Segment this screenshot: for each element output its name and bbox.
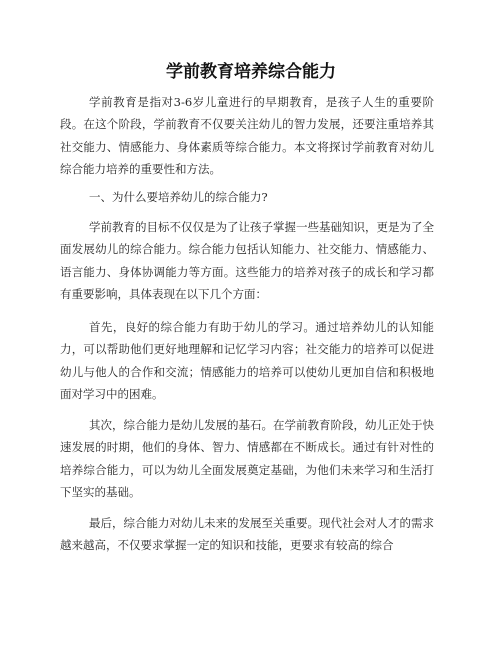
body-paragraph: 学前教育的目标不仅仅是为了让孩子掌握一些基础知识，更是为了全面发展幼儿的综合能力。综合能力包括认知能力、社交能力、情感能力、语言能力、身体协调能力等方面。这些能力的培养对孩子的成长和学习都有重要影响，具体表现在以下几个方面：	[60, 220, 434, 302]
section-heading: 一、为什么要培养幼儿的综合能力?	[89, 190, 268, 204]
intro-paragraph: 学前教育是指对3-6岁儿童进行的早期教育，是孩子人生的重要阶段。在这个阶段，学前教育不仅要关注幼儿的智力发展，还要注重培养其社交能力、情感能力、身体素质等综合能力。本文将探讨学前教育对幼儿综合能力培养的重要性和方法。	[60, 95, 434, 177]
body-paragraph: 其次，综合能力是幼儿发展的基石。在学前教育阶段，幼儿正处于快速发展的时期，他们的身体、智力、情感都在不断成长。通过有针对性的培养综合能力，可以为幼儿全面发展奠定基础，为他们未来学习和生活打下坚实的基础。	[60, 418, 434, 500]
document-title: 学前教育培养综合能力	[166, 62, 336, 82]
body-paragraph: 最后，综合能力对幼儿未来的发展至关重要。现代社会对人才的需求越来越高，不仅要求掌握一定的知识和技能，更要求有较高的综合	[60, 516, 434, 553]
body-paragraph: 首先，良好的综合能力有助于幼儿的学习。通过培养幼儿的认知能力，可以帮助他们更好地理解和记忆学习内容；社交能力的培养可以促进幼儿与他人的合作和交流；情感能力的培养可以使幼儿更加自信和积极地面对学习中的困难。	[60, 320, 434, 402]
